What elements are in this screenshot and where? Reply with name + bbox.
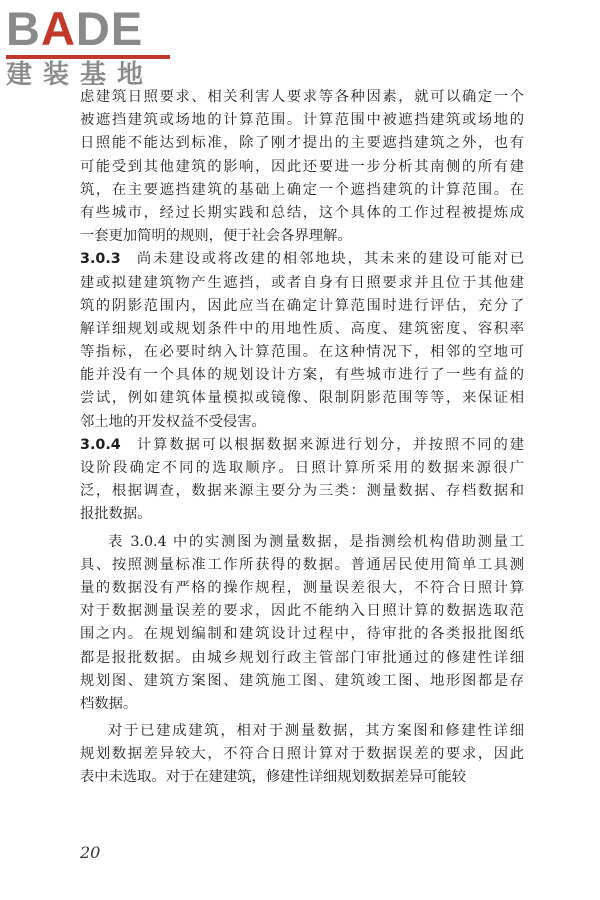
- line-text: 泛，根据调查，数据来源主要分为三类：测量数据、存档数据和: [80, 483, 524, 500]
- text-line: [80, 248, 524, 271]
- line-text: 具、按照测量标准工作所获得的数据。普通居民使用简单工具测: [80, 556, 524, 573]
- line-text: 量的数据没有严格的操作规程，测量误差很大，不符合日照计算: [80, 579, 524, 596]
- line-text: 表 3.0.4 中的实测图为测量数据，是指测绘机构借助测量工: [108, 533, 524, 550]
- line-text: 档数据。: [80, 695, 138, 712]
- line-text: 表中未选取。对于在建建筑，修建性详细规划数据差异可能较: [80, 769, 467, 786]
- paragraph: [80, 434, 524, 527]
- logo-subtitle: 建装基地: [6, 60, 155, 90]
- line-text: 等指标，在必要时纳入计算范围。在这种情况下，相邻的空地可: [80, 344, 524, 361]
- text-line: [80, 670, 524, 693]
- text-line: [80, 503, 524, 526]
- line-text: 围之内。在规划编制和建筑设计过程中，待审批的各类报批图纸: [80, 626, 524, 643]
- line-text: 筑的阴影范围内，因此应当在确定计算范围时进行评估，充分了: [80, 297, 524, 314]
- text-line: [80, 318, 524, 341]
- text-line: [80, 156, 524, 179]
- text-line: [80, 577, 524, 600]
- text-line: [80, 720, 524, 743]
- line-text: 都是报批数据。由城乡规划行政主管部门审批通过的修建性详细: [80, 649, 524, 666]
- text-line: [80, 364, 524, 387]
- line-text: 可能受到其他建筑的影响，因此还要进一步分析其南侧的所有建: [80, 158, 524, 175]
- line-text: 尝试，例如建筑体量模拟或镜像、限制阴影范围等等，来保证相: [80, 390, 524, 407]
- text-line: [80, 411, 524, 434]
- line-text: 规划数据差异较大，不符合日照计算对于数据误差的要求，因此: [80, 746, 524, 763]
- text-line: [80, 272, 524, 295]
- text-line: [80, 179, 524, 202]
- text-line: [80, 434, 524, 457]
- text-line: [80, 531, 524, 554]
- text-line: [80, 554, 524, 577]
- page-body: [80, 86, 524, 790]
- text-line: [80, 225, 524, 248]
- line-text: 被遮挡建筑或场地的计算范围。计算范围中被遮挡建筑或场地的: [80, 112, 524, 129]
- text-line: [80, 480, 524, 503]
- logo-letters-suffix: DE: [75, 2, 144, 55]
- line-text: 虑建筑日照要求、相关利害人要求等各种因素，就可以确定一个: [80, 89, 524, 105]
- text-line: [80, 647, 524, 670]
- text-line: [80, 341, 524, 364]
- line-text: 有些城市，经过长期实践和总结，这个具体的工作过程被提炼成: [80, 204, 524, 221]
- line-text: 一套更加简明的规则，便于社会各界理解。: [80, 228, 352, 245]
- logo-wordmark: [6, 4, 181, 54]
- page-number: 20: [80, 843, 101, 862]
- logo-underline: [6, 55, 170, 59]
- line-text: 解详细规划或规划条件中的用地性质、高度、建筑密度、容积率: [80, 320, 524, 337]
- line-text: 对于数据测量误差的要求，因此不能纳入日照计算的数据选取范: [80, 603, 524, 620]
- text-line: [80, 623, 524, 646]
- text-line: [80, 86, 524, 109]
- line-text: 尚未建设或将改建的相邻地块，其未来的建设可能对已: [135, 251, 524, 268]
- text-line: [80, 387, 524, 410]
- section-number: 3.0.4: [80, 436, 121, 453]
- text-line: [80, 457, 524, 480]
- paragraph: [80, 531, 524, 717]
- line-text: 筑，在主要遮挡建筑的基础上确定一个遮挡建筑的计算范围。在: [80, 181, 524, 198]
- text-line: [80, 109, 524, 132]
- text-line: [80, 693, 524, 716]
- line-text: 规划图、建筑方案图、建筑施工图、建筑竣工图、地形图都是存: [80, 672, 524, 689]
- line-text: 报批数据。: [80, 506, 152, 523]
- paragraph: [80, 248, 524, 434]
- line-text: 设阶段确定不同的选取顺序。日照计算所采用的数据来源很广: [80, 460, 524, 476]
- line-text: 能并没有一个具体的规划设计方案，有些城市进行了一些有益的: [80, 367, 524, 384]
- logo: [6, 4, 181, 90]
- section-number: 3.0.3: [80, 251, 121, 268]
- paragraph: [80, 86, 524, 248]
- text-line: [80, 600, 524, 623]
- logo-letters-prefix: B: [6, 2, 41, 55]
- line-text: 计算数据可以根据数据来源进行划分，并按照不同的建: [135, 436, 524, 453]
- text-line: [80, 766, 524, 789]
- line-text: 建或拟建建筑物产生遮挡，或者自身有日照要求并且位于其他建: [80, 274, 524, 291]
- line-text: 邻土地的开发权益不受侵害。: [80, 413, 266, 430]
- line-text: 日照能不能达到标准，除了刚才提出的主要遮挡建筑之外，也有: [80, 135, 524, 152]
- text-line: [80, 132, 524, 155]
- logo-letter-accent: A: [40, 2, 76, 55]
- text-line: [80, 295, 524, 318]
- line-text: 对于已建成建筑，相对于测量数据，其方案图和修建性详细: [108, 723, 524, 740]
- text-line: [80, 202, 524, 225]
- text-line: [80, 743, 524, 766]
- paragraph: [80, 720, 524, 790]
